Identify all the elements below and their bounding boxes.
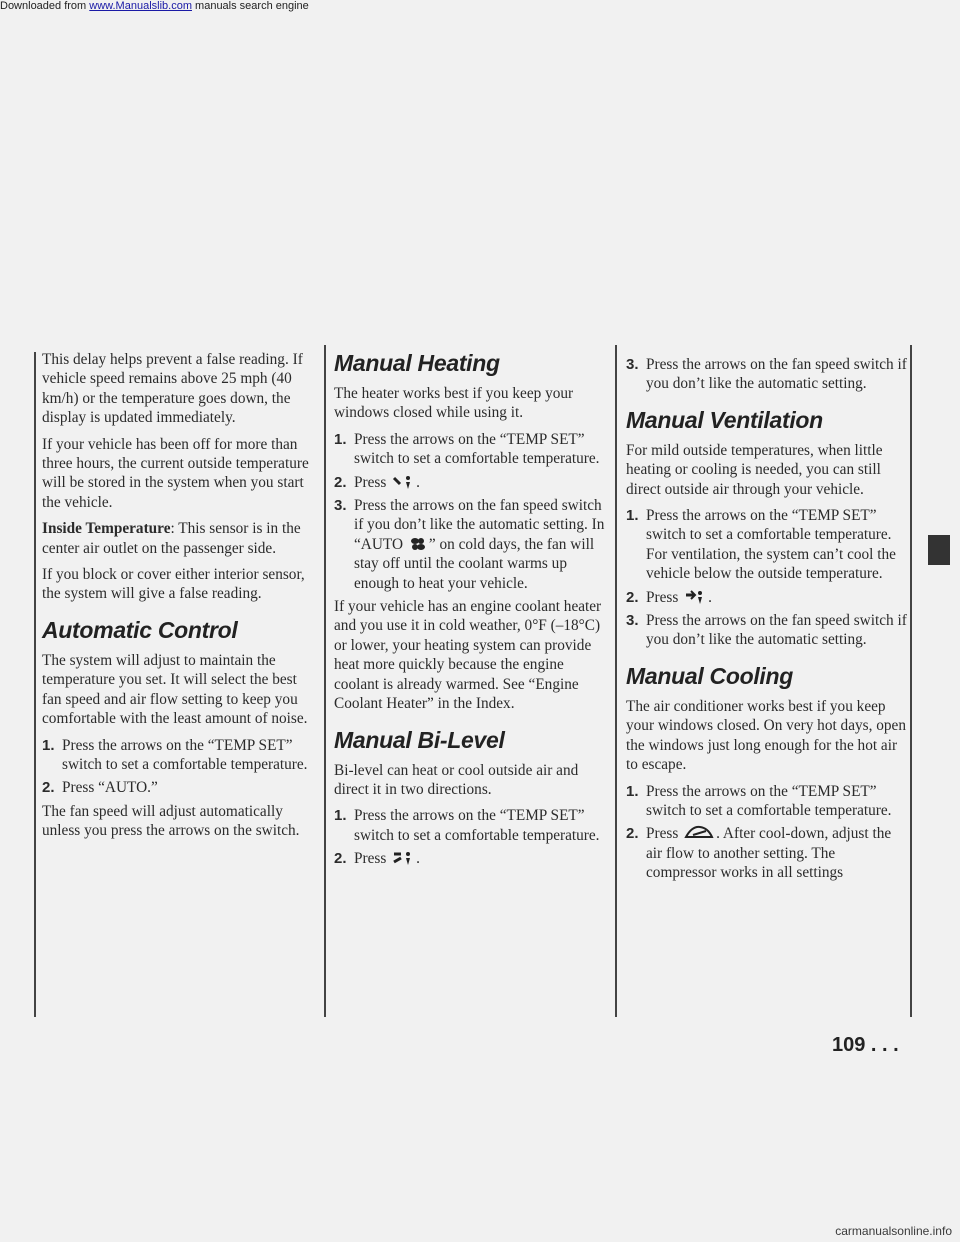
list-item	[626, 588, 908, 607]
list-item	[626, 611, 908, 650]
list-item	[626, 782, 908, 821]
ac-mode-icon	[684, 825, 714, 841]
page-number: 109 . . .	[832, 1034, 899, 1056]
fan-icon	[409, 536, 427, 552]
paragraph-coolant: If your vehicle has an engine coolant heater and you use it in cold weather, 0°F (–18°C) or lower, your heating system can provide heat more quickly because the engine coolant is already warmed. See “Engine Coolant Heater” in the Index.	[334, 598, 602, 713]
manualslib-link[interactable]: www.Manualslib.com	[89, 0, 192, 12]
item-text: Press	[646, 825, 679, 843]
paragraph-inside-temp	[42, 519, 320, 558]
column-2	[334, 345, 612, 873]
section-tab-marker	[928, 535, 950, 565]
column-rule-middle	[324, 345, 326, 1017]
watermark: carmanualsonline.info	[835, 1224, 952, 1238]
item-text: Press the arrows on the “TEMP SET” switch to set a comfortable temperature.	[354, 430, 600, 468]
paragraph-ventilation: For mild outside temperatures, when little heating or cooling is needed, you can still direct outside air through your vehicle.	[626, 441, 883, 498]
item-text: Press the arrows on the fan speed switch if you don’t like the automatic setting.	[646, 612, 907, 649]
paragraph-sensor: If you block or cover either interior sensor, the system will give a false reading.	[42, 566, 305, 603]
paragraph-delay: This delay helps prevent a false reading. If vehicle speed remains above 25 mph (40 km/h) or the temperature goes down, the display is updated immediately.	[42, 351, 303, 427]
heading-manual-cooling: Manual Cooling	[626, 662, 794, 689]
paragraph-heater: The heater works best if you keep your windows closed while using it.	[334, 385, 574, 422]
item-end: .	[416, 473, 420, 491]
paragraph-cooling: The air conditioner works best if you keep your windows closed. On very hot days, open the windows just long enough for the hot air to escape.	[626, 697, 906, 774]
column-rule-left	[34, 352, 36, 1017]
list-item	[334, 496, 612, 593]
item-number: 2.	[42, 779, 55, 797]
bilevel-mode-icon	[392, 850, 414, 866]
download-header	[0, 0, 960, 12]
list-item	[334, 806, 612, 845]
list-item	[626, 355, 908, 394]
paragraph-fan-speed: The fan speed will adjust automatically unless you press the arrows on the switch.	[42, 802, 300, 840]
item-text: Press the arrows on the “TEMP SET” switch to set a comfortable temperature.	[646, 782, 892, 819]
item-number: 3.	[626, 356, 639, 373]
heater-mode-icon	[392, 474, 414, 490]
item-end: .	[416, 850, 420, 868]
paragraph-off-hours: If your vehicle has been off for more than three hours, the current outside temperature will be stored in the system when you start the vehicle.	[42, 435, 309, 511]
item-text: Press	[354, 473, 387, 491]
item-number: 1.	[626, 507, 639, 525]
item-text: Press	[646, 588, 679, 606]
paragraph-automatic: The system will adjust to maintain the temperature you set. It will select the best fan speed and air flow setting to keep you comfortable with the least amount of noise.	[42, 651, 308, 728]
item-text: Press “AUTO.”	[62, 779, 158, 797]
paragraph-bilevel: Bi-level can heat or cool outside air and direct it in two directions.	[334, 761, 579, 798]
list-item	[42, 736, 320, 775]
inside-temp-text: : This sensor is in the center air outlet on the passenger side.	[42, 520, 301, 557]
item-text: Press the arrows on the fan speed switch if you don’t like the automatic setting. In “AUTO	[354, 497, 605, 553]
column-1	[42, 350, 320, 848]
column-3	[626, 355, 908, 887]
heading-manual-heating: Manual Heating	[334, 350, 500, 376]
item-text-cont: . After cool-down, adjust the air flow to another setting. The compressor works in all settings	[646, 825, 892, 882]
item-text-cont: ” on cold days, the fan will stay off until the coolant warms up enough to heat your vehicle.	[354, 535, 595, 592]
item-text: Press	[354, 850, 387, 868]
heading-automatic-control: Automatic Control	[42, 616, 238, 643]
list-item	[334, 473, 612, 492]
list-item	[42, 778, 320, 797]
item-number: 3.	[626, 612, 639, 630]
heading-manual-ventilation: Manual Ventilation	[626, 406, 823, 433]
item-text: Press the arrows on the “TEMP SET” switch to set a comfortable temperature. For ventilation, the system can’t cool the vehicle below the outside temperature.	[646, 507, 896, 583]
item-number: 1.	[334, 430, 347, 448]
item-number: 2.	[334, 850, 347, 868]
item-text: Press the arrows on the “TEMP SET” switch to set a comfortable temperature.	[354, 807, 600, 844]
header-suffix: manuals search engine	[191, 0, 309, 12]
column-rule-far-right	[910, 345, 912, 1017]
item-number: 2.	[626, 825, 639, 843]
item-number: 2.	[334, 473, 347, 491]
heading-manual-bilevel: Manual Bi-Level	[334, 726, 505, 753]
item-number: 1.	[334, 807, 347, 825]
header-prefix: Downloaded from	[0, 0, 90, 12]
item-number: 1.	[42, 736, 55, 754]
item-number: 2.	[626, 588, 639, 606]
item-end: .	[708, 588, 712, 606]
list-item	[334, 849, 612, 868]
list-item	[626, 506, 908, 584]
list-item	[626, 824, 908, 882]
column-rule-right	[615, 345, 617, 1017]
item-text: Press the arrows on the fan speed switch if you don’t like the automatic setting.	[646, 356, 907, 393]
list-item	[334, 430, 612, 469]
vent-mode-icon	[684, 589, 706, 605]
inside-temp-label: Inside Temperature	[42, 520, 171, 538]
item-number: 3.	[334, 497, 347, 515]
item-text: Press the arrows on the “TEMP SET” switch to set a comfortable temperature.	[62, 736, 308, 773]
item-number: 1.	[626, 782, 639, 800]
